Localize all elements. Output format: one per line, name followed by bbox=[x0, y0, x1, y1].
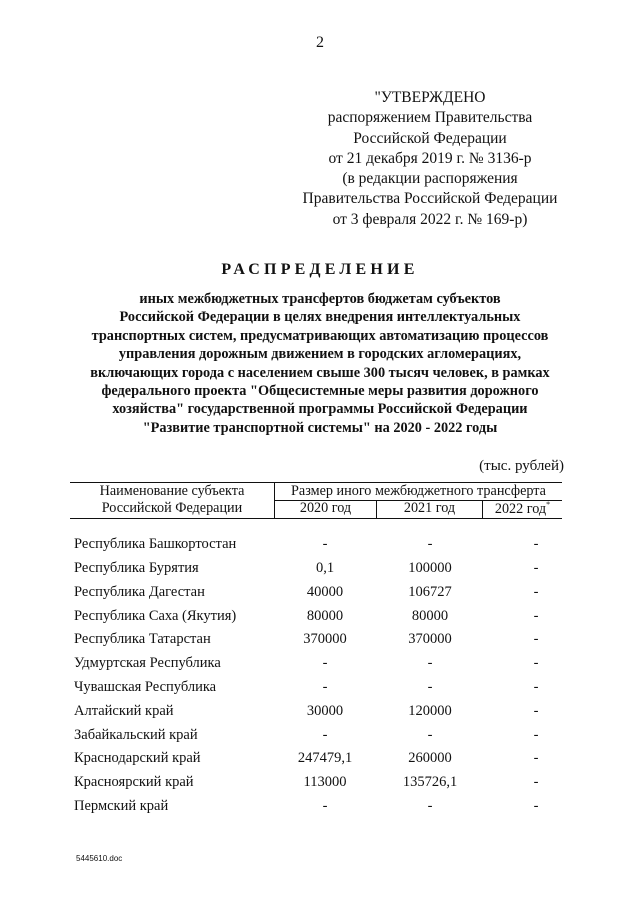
value-2021: 370000 bbox=[408, 631, 452, 647]
value-2022: - bbox=[533, 703, 539, 719]
subtitle-line: хозяйства" государственной программы Российской Федерации bbox=[112, 401, 528, 418]
header-year-2022 bbox=[483, 500, 562, 518]
region-name: Республика Дагестан bbox=[74, 584, 205, 600]
header-year-2021: 2021 год bbox=[403, 500, 456, 516]
value-2020: - bbox=[322, 798, 328, 814]
header-name-line2: Российской Федерации bbox=[101, 500, 243, 516]
table-row bbox=[74, 703, 594, 723]
approval-line: (в редакции распоряжения bbox=[342, 170, 518, 188]
value-2020: 113000 bbox=[303, 774, 347, 790]
value-2022: - bbox=[533, 679, 539, 695]
value-2021: 120000 bbox=[408, 703, 452, 719]
value-2020: 247479,1 bbox=[297, 750, 353, 766]
value-2021: 260000 bbox=[408, 750, 452, 766]
table-row bbox=[74, 727, 594, 747]
file-name-footer: 5445610.doc bbox=[76, 854, 123, 863]
value-2022: - bbox=[533, 750, 539, 766]
subtitle-line: федерального проекта "Общесистемные меры развития дорожного bbox=[101, 383, 539, 400]
subtitle-line: транспортных систем, предусматривающих автоматизацию процессов bbox=[91, 327, 549, 344]
region-name: Республика Бурятия bbox=[74, 560, 199, 576]
approval-line: от 21 декабря 2019 г. № 3136-р bbox=[328, 149, 532, 167]
value-2020: - bbox=[322, 679, 328, 695]
region-name: Республика Саха (Якутия) bbox=[74, 608, 237, 624]
value-2020: - bbox=[322, 727, 328, 743]
approval-line: от 3 февраля 2022 г. № 169-р) bbox=[332, 210, 528, 228]
value-2021: 106727 bbox=[408, 584, 452, 600]
region-name: Республика Татарстан bbox=[74, 631, 211, 647]
value-2022: - bbox=[533, 560, 539, 576]
header-name-line1: Наименование субъекта bbox=[99, 483, 245, 499]
value-2022: - bbox=[533, 727, 539, 743]
value-2022: - bbox=[533, 584, 539, 600]
value-2022: - bbox=[533, 655, 539, 671]
value-2021: - bbox=[427, 536, 433, 552]
approval-line: распоряжением Правительства bbox=[327, 109, 533, 127]
subtitle-line: иных межбюджетных трансфертов бюджетам субъектов bbox=[139, 291, 501, 307]
region-name: Алтайский край bbox=[74, 703, 174, 719]
value-2021: - bbox=[427, 679, 433, 695]
table-row bbox=[74, 584, 594, 604]
value-2021: - bbox=[427, 727, 433, 743]
value-2020: - bbox=[322, 536, 328, 552]
footnote-mark: * bbox=[546, 500, 551, 509]
document-subtitle bbox=[40, 290, 600, 437]
value-2021: 80000 bbox=[411, 608, 449, 624]
table-row bbox=[74, 750, 594, 770]
value-2020: 80000 bbox=[306, 608, 344, 624]
approval-line: Российской Федерации bbox=[353, 129, 507, 147]
value-2021: 135726,1 bbox=[402, 774, 458, 790]
table-row bbox=[74, 608, 594, 628]
table-row bbox=[74, 679, 594, 699]
value-2020: 370000 bbox=[303, 631, 347, 647]
value-2022: - bbox=[533, 608, 539, 624]
value-2021: 100000 bbox=[408, 560, 452, 576]
value-2022: - bbox=[533, 536, 539, 552]
table-row bbox=[74, 774, 594, 794]
table-row bbox=[74, 560, 594, 580]
region-name: Удмуртская Республика bbox=[74, 655, 221, 671]
table-row bbox=[74, 655, 594, 675]
header-bottom-rule bbox=[70, 518, 562, 519]
value-2020: - bbox=[322, 655, 328, 671]
region-name: Забайкальский край bbox=[74, 727, 198, 743]
value-2021: - bbox=[427, 655, 433, 671]
region-name: Чувашская Республика bbox=[74, 679, 217, 695]
table-row bbox=[74, 631, 594, 651]
region-name: Республика Башкортостан bbox=[74, 536, 237, 552]
value-2020: 40000 bbox=[306, 584, 344, 600]
table-row bbox=[74, 798, 594, 818]
approval-line: "УТВЕРЖДЕНО bbox=[374, 89, 486, 106]
value-2022: - bbox=[533, 798, 539, 814]
approval-block bbox=[280, 88, 580, 230]
header-year-2022-label: 2022 год bbox=[494, 501, 547, 517]
approval-line: Правительства Российской Федерации bbox=[302, 190, 558, 208]
header-transfer: Размер иного межбюджетного трансферта bbox=[291, 483, 546, 499]
subtitle-line: управления дорожным движением в городских агломерациях, bbox=[118, 346, 522, 363]
table-row bbox=[74, 536, 594, 556]
subtitle-line: включающих города с населением свыше 300 тысяч человек, в рамках bbox=[90, 364, 550, 381]
header-year-2020: 2020 год bbox=[299, 500, 352, 516]
region-name: Краснодарский край bbox=[74, 750, 201, 766]
value-2022: - bbox=[533, 774, 539, 790]
value-2020: 0,1 bbox=[315, 560, 335, 576]
subtitle-line: Российской Федерации в целях внедрения интеллектуальных bbox=[119, 309, 521, 326]
region-name: Красноярский край bbox=[74, 774, 194, 790]
units-label: (тыс. рублей) bbox=[479, 458, 564, 474]
region-name: Пермский край bbox=[74, 798, 169, 814]
value-2021: - bbox=[427, 798, 433, 814]
document-title: РАСПРЕДЕЛЕНИЕ bbox=[221, 261, 419, 278]
subtitle-line: "Развитие транспортной системы" на 2020 - 2022 годы bbox=[142, 419, 498, 436]
value-2022: - bbox=[533, 631, 539, 647]
page-number: 2 bbox=[316, 34, 324, 51]
value-2020: 30000 bbox=[306, 703, 344, 719]
